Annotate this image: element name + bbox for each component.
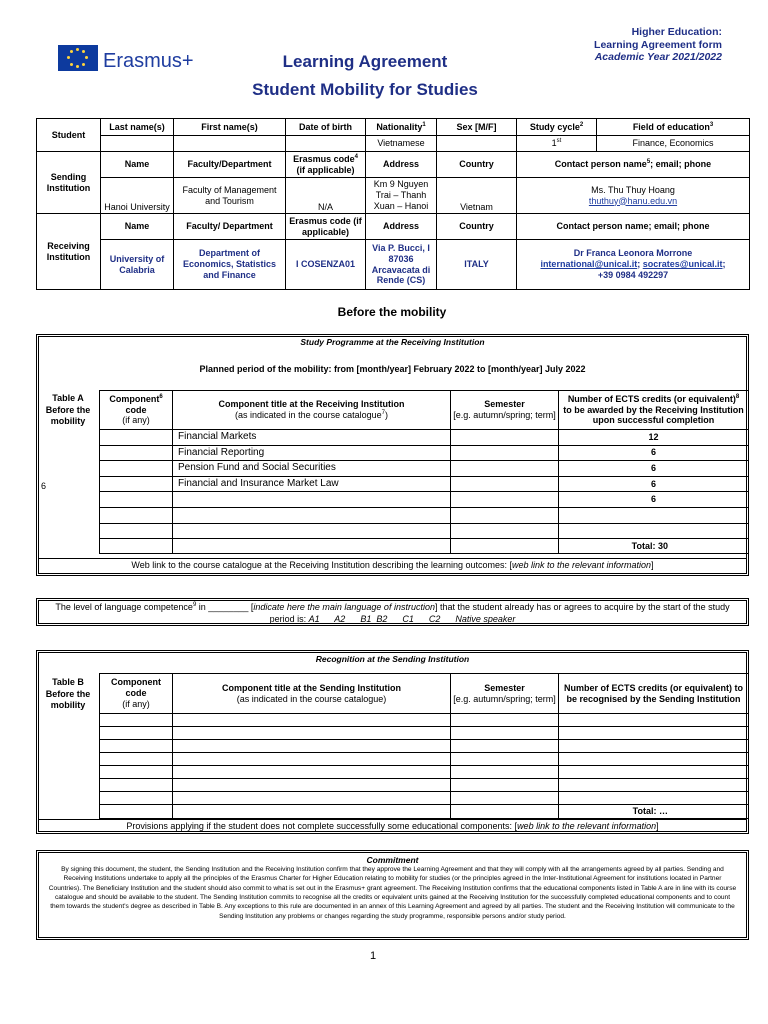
course-ects [559,507,749,523]
header-first-name: First name(s) [174,119,286,136]
table-a-h-code: Component$^6$ code (if any) [100,391,173,430]
course-ects [559,523,749,539]
student-row-label: Student [37,119,101,152]
course-semester [451,476,559,492]
header-dob: Date of birth [286,119,366,136]
receiving-faculty: Department of Economics, Statistics and Finance [174,240,286,290]
header-cycle: Study cycle$^2$ [517,119,597,136]
sending-row-label: Sending Institution [37,152,101,214]
sex-value [437,136,517,152]
receiving-address: Via P. Bucci, I 87036 Arcavacata di Rende (CS) [366,240,437,290]
table-b-caption: Recognition at the Sending Institution [315,654,470,664]
table-a-row [100,507,749,523]
nationality-value: Vietnamese [366,136,437,152]
last-name-value [101,136,174,152]
table-a-row [100,430,749,446]
sending-h-name: Name [101,152,174,178]
table-a-side-note: 6 [41,481,47,491]
page-number: 1 [370,950,377,962]
table-b-h-code: Component code (if any) [100,674,173,714]
course-semester [451,523,559,539]
table-a-caption: Study Programme at the Receiving Institution [300,337,485,347]
course-ects: 6 [559,445,749,461]
course-ects: 6 [559,492,749,508]
course-title: Financial Reporting [173,445,451,461]
course-title: Financial and Insurance Market Law [173,476,451,492]
header-sex: Sex [M/F] [437,119,517,136]
header-right-1: Higher Education: [631,26,722,38]
dob-value [286,136,366,152]
table-b [99,673,749,819]
sending-h-code: Erasmus code$^4$ (if applicable) [286,152,366,178]
sending-h-faculty: Faculty/Department [174,152,286,178]
course-code [100,461,173,477]
receiving-h-faculty: Faculty/ Department [174,214,286,240]
receiving-h-name: Name [101,214,174,240]
receiving-email-2[interactable]: socrates@unical.it [642,259,723,270]
sending-name: Hanoi University [101,178,174,214]
table-a-row [100,523,749,539]
table-a-h-ects: Number of ECTS credits (or equivalent)$^8$ to be awarded by the Receiving Institution upon successful completion [559,391,749,430]
receiving-contact: Dr Franca Leonora Morrone international@unical.it; socrates@unical.it; +39 0984 492297 [517,240,750,290]
parties-table [36,118,750,290]
course-semester [451,461,559,477]
sending-email-link[interactable]: thuthuy@hanu.edu.vn [588,195,678,206]
page-subtitle: Student Mobility for Studies [252,80,478,99]
receiving-h-contact: Contact person name; email; phone [517,214,750,240]
course-semester [451,492,559,508]
table-a-h-semester: Semester [e.g. autumn/spring; term] [451,391,559,430]
receiving-row-label: Receiving Institution [37,214,101,290]
table-b-side-label: Table B Before the mobility [45,677,91,711]
course-title: Pension Fund and Social Securities [173,461,451,477]
commitment-title: Commitment [366,855,419,865]
table-a-row [100,445,749,461]
sending-country: Vietnam [437,178,517,214]
course-title: Financial Markets [173,430,451,446]
header-right-2: Learning Agreement form [594,39,722,51]
section-heading-before: Before the mobility [337,305,447,319]
course-code [100,476,173,492]
first-name-value [174,136,286,152]
header-field: Field of education$^3$ [597,119,750,136]
provisions-text: Provisions applying if the student does not complete successfully some educational components: [web link to the relevant information] [39,819,746,831]
course-semester [451,430,559,446]
course-code [100,430,173,446]
table-a [99,390,749,554]
course-semester [451,507,559,523]
table-b-h-ects: Number of ECTS credits (or equivalent) to be recognised by the Sending Institution [559,674,749,714]
header-last-name: Last name(s) [101,119,174,136]
table-b-total: Total: … [559,805,749,819]
sending-h-address: Address [366,152,437,178]
header-right-3: Academic Year 2021/2022 [594,51,722,63]
sending-contact: Ms. Thu Thuy Hoang thuthuy@hanu.edu.vn [517,178,750,214]
page-title: Learning Agreement [282,52,448,71]
logo-text: Erasmus+ [103,50,194,72]
course-code [100,523,173,539]
sending-h-contact: Contact person name$^5$; email; phone [517,152,750,178]
course-code [100,445,173,461]
table-a-row [100,461,749,477]
planned-period: Planned period of the mobility: from [month/year] February 2022 to [month/year] July 2022 [199,364,586,374]
receiving-email-1[interactable]: international@unical.it [540,259,638,270]
table-b-h-title: Component title at the Sending Institution (as indicated in the course catalogue) [173,674,451,714]
course-ects: 6 [559,461,749,477]
course-title [173,492,451,508]
course-semester [451,445,559,461]
receiving-h-code: Erasmus code (if applicable) [286,214,366,240]
receiving-code: I COSENZA01 [286,240,366,290]
receiving-name: University of Calabria [101,240,174,290]
table-b-h-semester: Semester [e.g. autumn/spring; term] [451,674,559,714]
table-a-weblink: Web link to the course catalogue at the Receiving Institution describing the learning outcomes: [web link to the relevant information] [39,558,746,570]
table-a-total: Total: 30 [559,539,749,554]
table-a-h-title: Component title at the Receiving Institution (as indicated in the course catalogue$^7$) [173,391,451,430]
eu-flag-icon [58,45,98,71]
sending-h-country: Country [437,152,517,178]
receiving-h-country: Country [437,214,517,240]
course-code [100,492,173,508]
course-title [173,507,451,523]
receiving-h-address: Address [366,214,437,240]
commitment-box [36,850,749,940]
table-a-row [100,476,749,492]
cycle-value: 1st [517,136,597,152]
course-title [173,523,451,539]
table-a-side-label: Table A Before the mobility [45,393,91,427]
commitment-text: By signing this document, the student, the Sending Institution and the Receiving Institution confirm that they approve the Learning Agreement and that they will comply with all the arrangements agreed by all parties. Sending and Receiving Institutions undertake to apply all the principles of the Erasmus Charter for Higher Education relating to mobility for studies (or the principles agreed in the Inter-Institutional Agreement for institutions located in Partner Countries). The Beneficiary Institution and the student should also commit to what is set out in the Erasmus+ grant agreement. The Receiving Institution confirms that the educational components listed in Table A are in line with its course catalogue and should be available to the student. The Sending Institution commits to recognise all the credits or equivalent units gained at the Receiving Institution for the successfully completed educational components and to count them towards the student's degree as described in Table B. Any exceptions to this rule are documented in an annex of this Learning Agreement and agreed by all parties. The student and the Receiving Institution will communicate to the Sending Institution any problems or changes regarding the study programme, responsible persons and/or study period. [48,866,737,920]
sending-faculty: Faculty of Management and Tourism [174,178,286,214]
language-box: The level of language competence$^9$ in ________ [indicate here the main language of instruction] that the student already has or agrees to acquire by the start of the study period is: A1 A2 B1 B2 C1 C2 Native speaker [36,598,749,626]
table-a-row [100,492,749,508]
course-ects: 12 [559,430,749,446]
sending-code: N/A [286,178,366,214]
course-code [100,507,173,523]
sending-address: Km 9 Nguyen Trai – Thanh Xuan – Hanoi [366,178,437,214]
receiving-country: ITALY [437,240,517,290]
field-value: Finance, Economics [597,136,750,152]
course-ects: 6 [559,476,749,492]
header-nationality: Nationality$^1$ [366,119,437,136]
